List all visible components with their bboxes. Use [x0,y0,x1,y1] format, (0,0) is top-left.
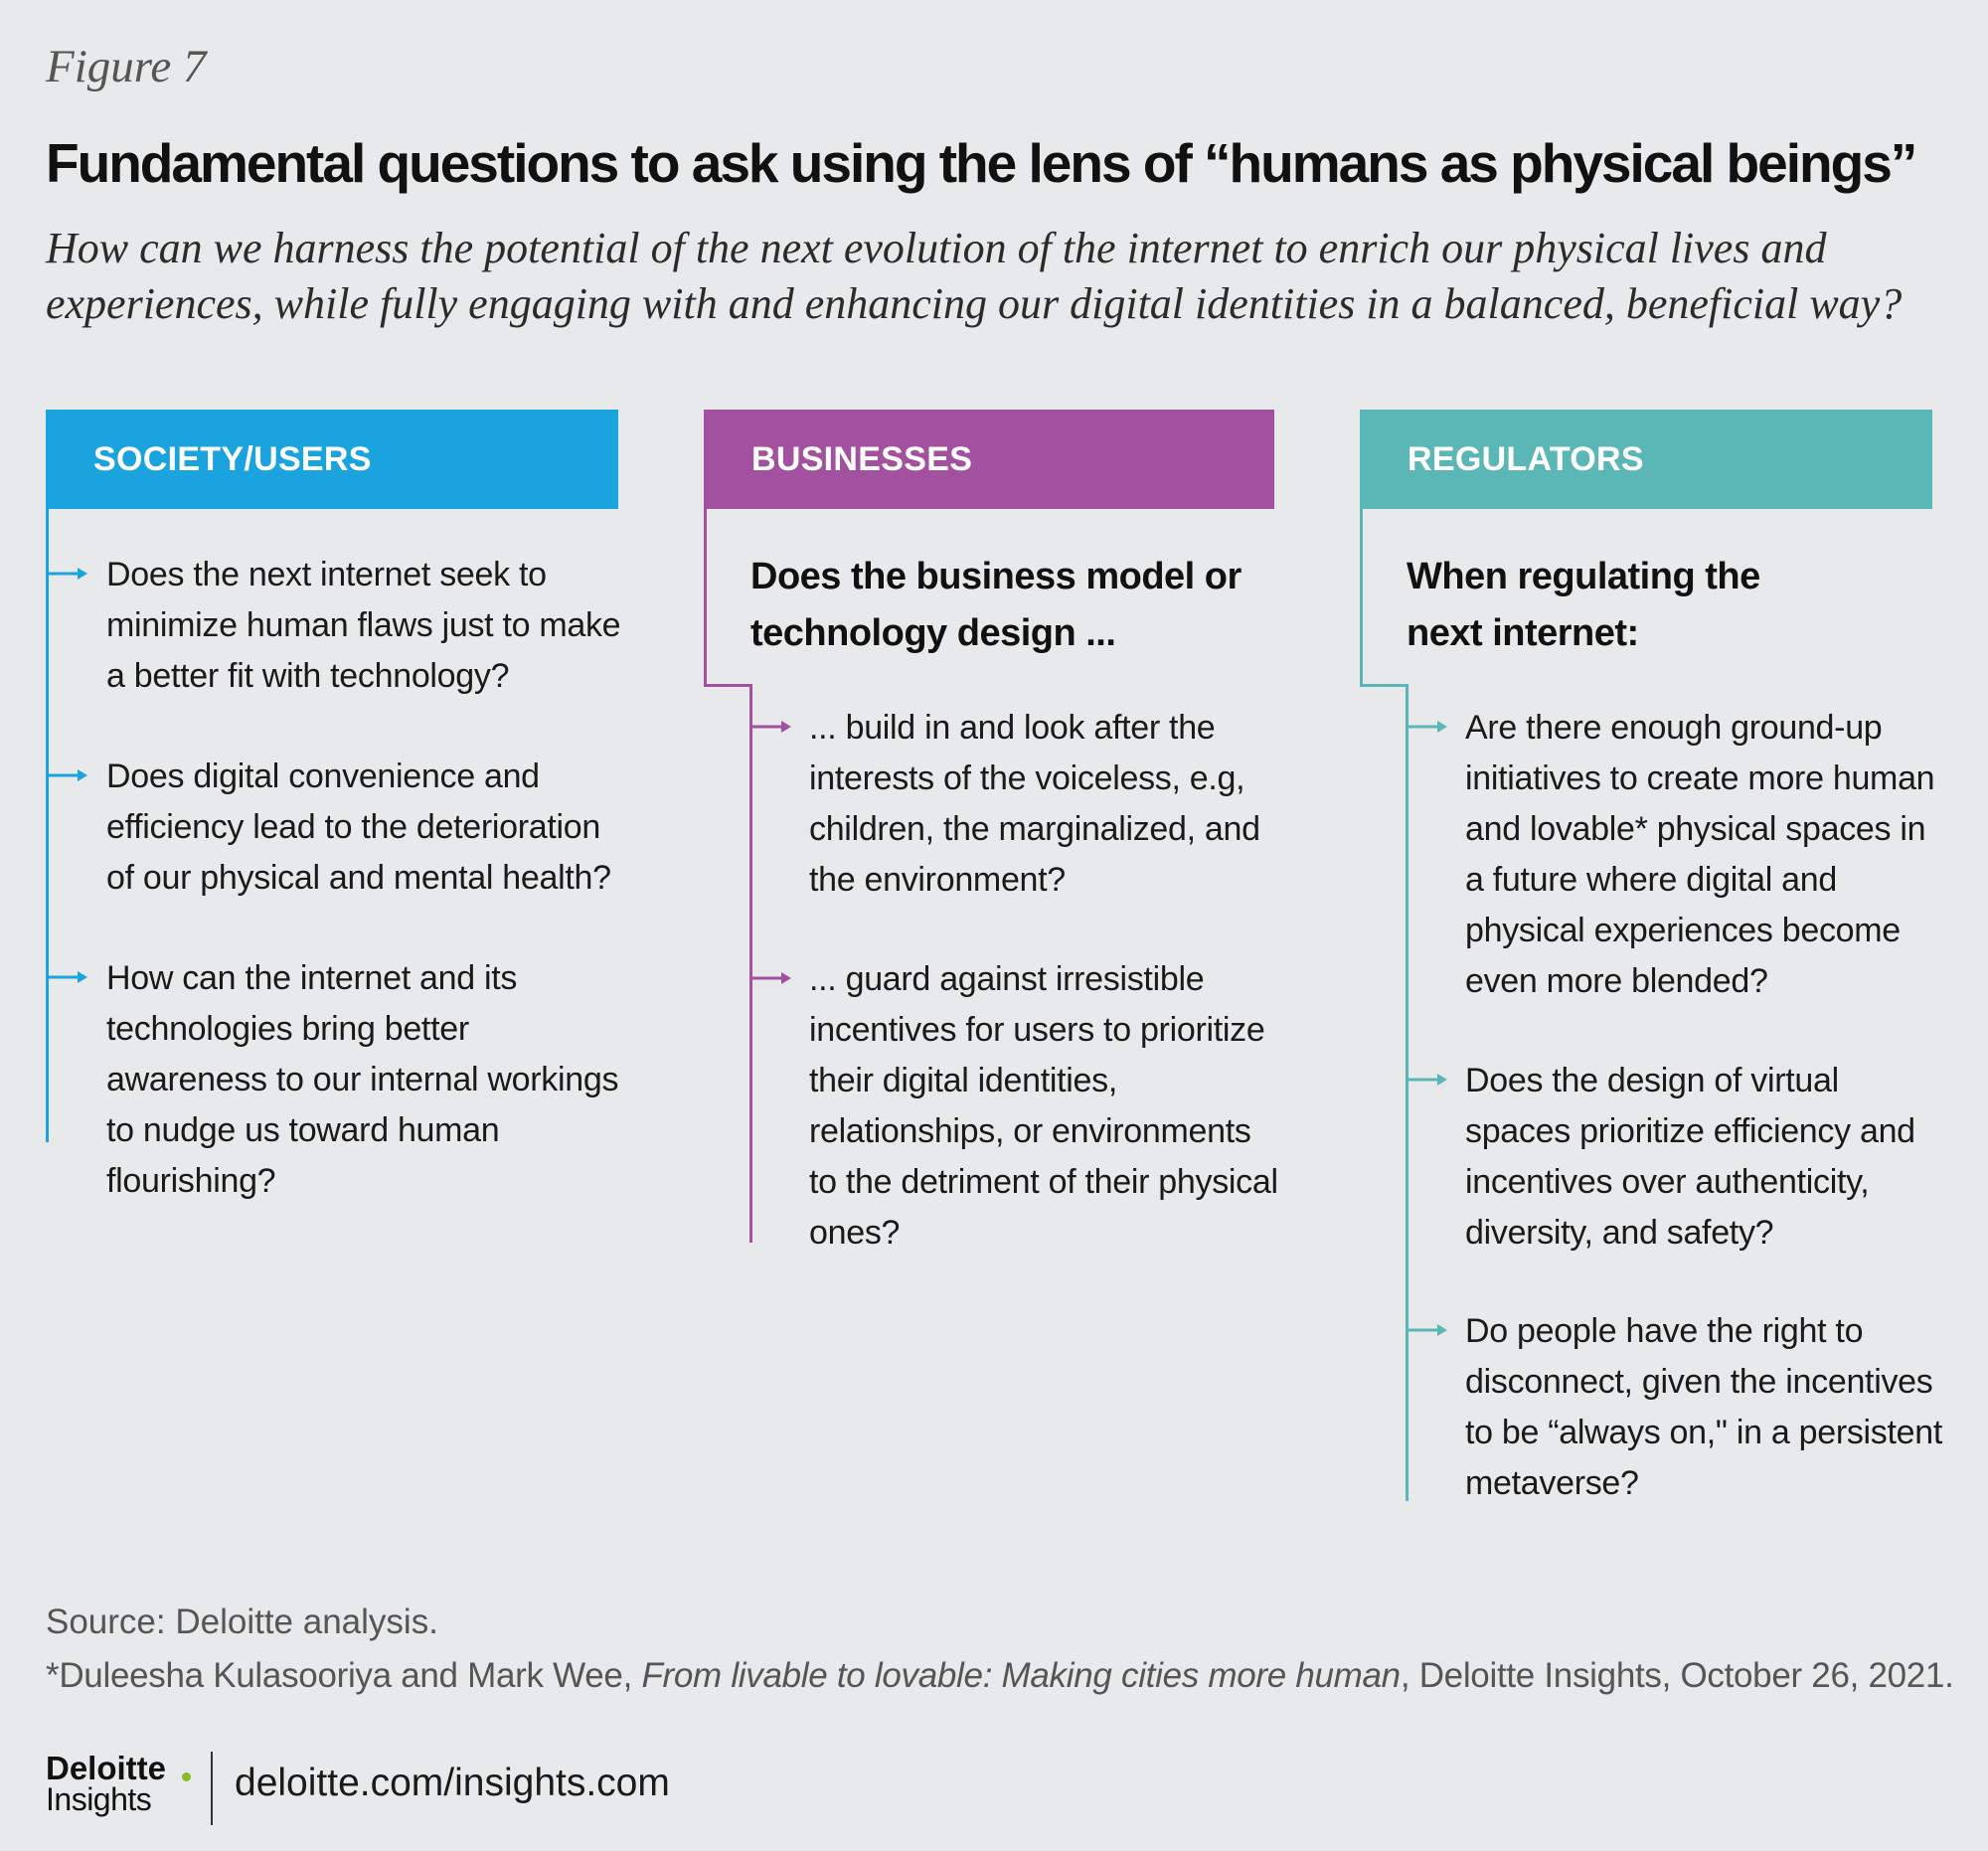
reference-note [46,1656,1954,1696]
arrow-right-icon [48,970,87,984]
page-title: Fundamental questions to ask using the lens of “humans as physical beings” [46,132,1916,194]
regulators-header: REGULATORS [1360,410,1932,509]
arrow-right-icon [751,971,791,985]
businesses-header: BUSINESSES [704,410,1274,509]
businesses-column [704,410,1274,509]
arrow-right-icon [1408,1073,1447,1087]
regulators-connector-line [1360,684,1408,687]
regulators-question: Are there enough ground-up initiatives to create more human and lovable* physical spaces in a future where digital and physical experiences become even more blended? [1465,709,1935,1000]
footer-divider [211,1752,213,1825]
logo-green-dot [182,1772,191,1781]
regulators-lead: When regulating the next internet: [1407,556,1760,654]
reference-suffix: , Deloitte Insights, October 26, 2021. [1400,1656,1954,1695]
regulators-connector-line [1360,509,1363,686]
society-column [46,410,618,509]
arrow-right-icon [1408,720,1447,734]
society-connector-line [46,509,49,1142]
society-header: SOCIETY/USERS [46,410,618,509]
businesses-connector-line [749,684,752,1243]
regulators-connector-line [1406,684,1408,1501]
businesses-connector-line [704,509,707,686]
figure-label: Figure 7 [46,41,207,92]
businesses-question: ... guard against irresistible incentives for users to prioritize their digital identities, relationships, or environments to the detriment of their physical ones? [809,960,1278,1252]
arrow-right-icon [751,720,791,734]
source-note: Source: Deloitte analysis. [46,1602,438,1641]
arrow-right-icon [48,567,87,581]
website-link[interactable]: deloitte.com/insights.com [235,1762,670,1804]
businesses-lead: Does the business model or technology design ... [750,556,1242,654]
page-subtitle: How can we harness the potential of the next evolution of the internet to enrich our physical lives and experiences, while fully engaging with and enhancing our digital identities in a balanced, beneficial way? [46,224,1903,328]
society-question: How can the internet and its technologies bring better awareness to our internal workings to nudge us toward human flourishing? [106,959,619,1200]
regulators-column [1360,410,1932,509]
society-question: Does the next internet seek to minimize human flaws just to make a better fit with technology? [106,556,621,695]
logo-insights: Insights [46,1781,152,1817]
businesses-connector-line [704,684,752,687]
society-question: Does digital convenience and efficiency lead to the deterioration of our physical and mental health? [106,757,611,897]
arrow-right-icon [1408,1323,1447,1337]
reference-prefix: *Duleesha Kulasooriya and Mark Wee, [46,1656,642,1695]
businesses-question: ... build in and look after the interests of the voiceless, e.g, children, the marginalized, and the environment? [809,709,1260,899]
deloitte-logo: Deloitte [46,1750,167,1786]
regulators-question: Do people have the right to disconnect, given the incentives to be “always on," in a persistent metaverse? [1465,1312,1943,1502]
regulators-question: Does the design of virtual spaces prioritize efficiency and incentives over authenticity, diversity, and safety? [1465,1062,1915,1252]
arrow-right-icon [48,768,87,782]
reference-title: From livable to lovable: Making cities more human [641,1656,1401,1695]
